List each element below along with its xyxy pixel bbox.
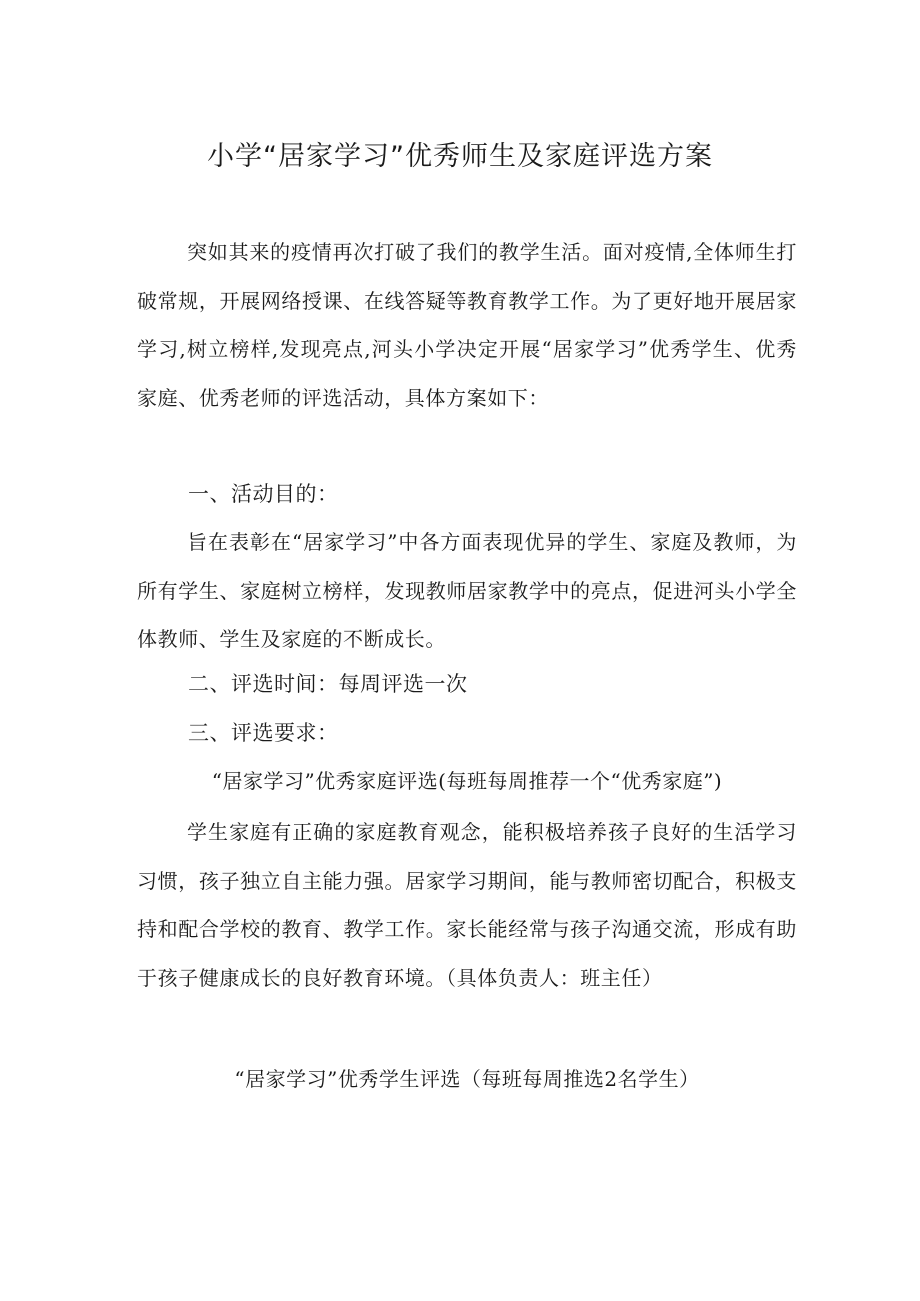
family-selection-paragraph: 学生家庭有正确的家庭教育观念，能积极培养孩子良好的生活学习习惯，孩子独立自主能力强。居家学习期间，能与教师密切配合，积极支持和配合学校的教育、教学工作。家长能经常与孩子沟通交流，形成有助于孩子健康成长的良好教育环境。（具体负责人：班主任） <box>137 820 797 990</box>
intro-paragraph: 突如其来的疫情再次打破了我们的教学生活。面对疫情,全体师生打破常规，开展网络授课、在线答疑等教育教学工作。为了更好地开展居家学习,树立榜样,发现亮点,河头小学决定开展“居家学习”优秀学生、优秀家庭、优秀老师的评选活动，具体方案如下： <box>137 240 797 410</box>
document-title: 小学“居家学习”优秀师生及家庭评选方案 <box>207 141 713 172</box>
student-selection-subheading: “居家学习”优秀学生评选（每班每周推选2名学生） <box>234 1067 700 1091</box>
section-heading-time: 二、评选时间：每周评选一次 <box>188 672 468 696</box>
section-heading-purpose: 一、活动目的： <box>188 482 339 506</box>
family-selection-subheading: “居家学习”优秀家庭评选(每班每周推荐一个“优秀家庭”) <box>211 769 723 793</box>
purpose-paragraph: 旨在表彰在“居家学习”中各方面表现优异的学生、家庭及教师，为所有学生、家庭树立榜样，发现教师居家教学中的亮点，促进河头小学全体教师、学生及家庭的不断成长。 <box>137 530 797 651</box>
section-heading-requirements: 三、评选要求： <box>188 721 339 745</box>
